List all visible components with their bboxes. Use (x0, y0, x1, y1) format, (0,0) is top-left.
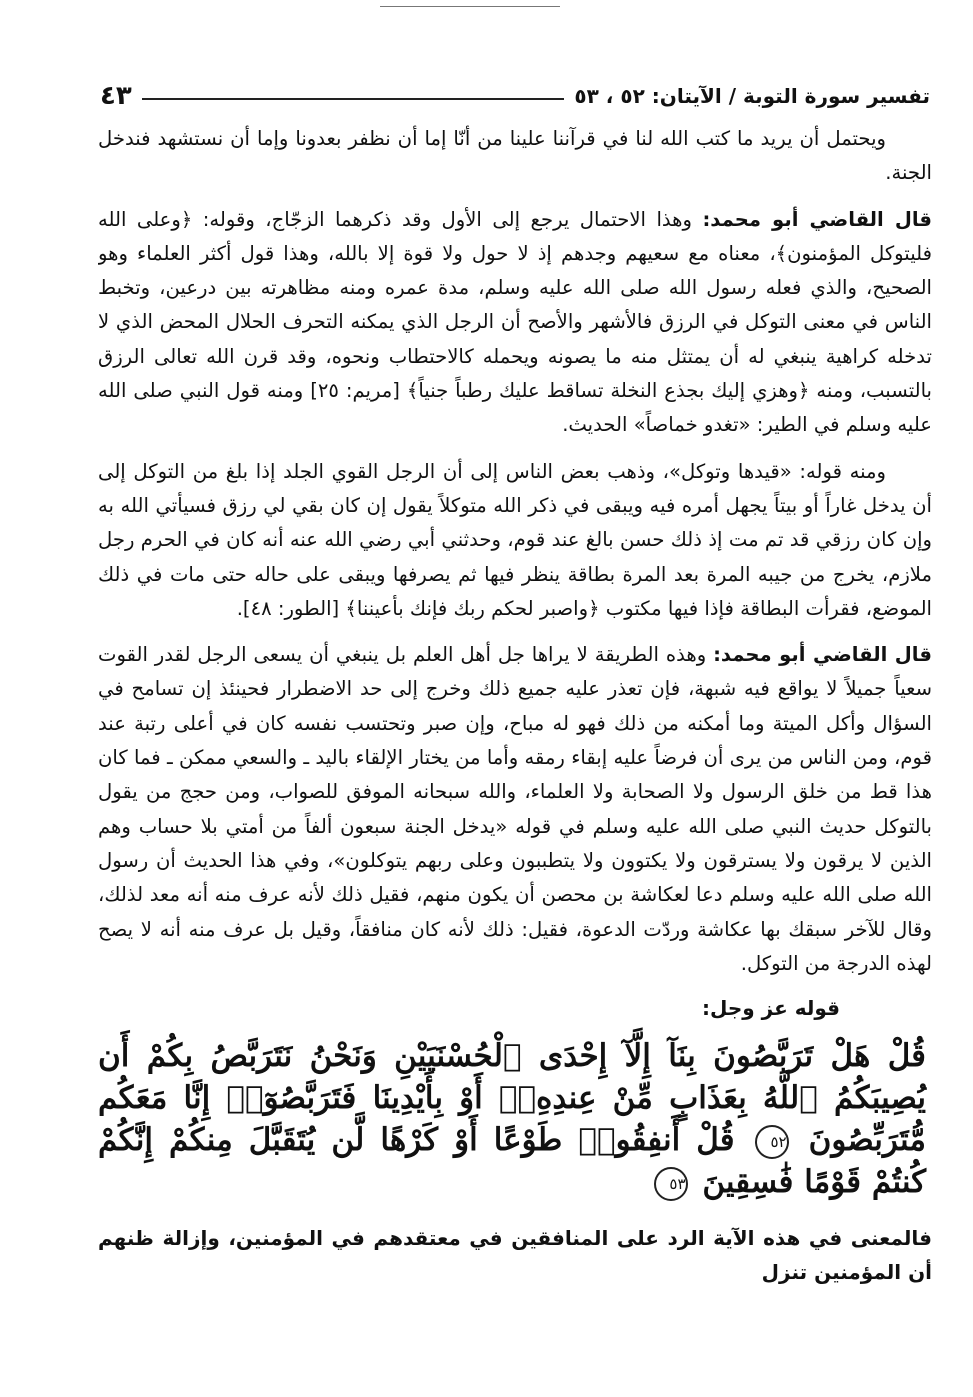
header-title: تفسير سورة التوبة / الآيتان: ٥٢ ، ٥٣ (574, 84, 930, 108)
paragraph-2 (98, 203, 932, 443)
running-header (100, 78, 930, 114)
header-rule (142, 98, 565, 100)
verse-heading: قوله عز وجل: (702, 996, 840, 1021)
paragraph-2-lead: قال القاضي أبو محمد: (702, 207, 932, 231)
paragraph-3: ومنه قوله: «قيدها وتوكل»، وذهب بعض الناس إلى أن الرجل القوي الجلد إذا بلغ من التوكل إلى أن يدخل غاراً أو بيتاً يجهل أمره فيه ويبقى في ذكر الله متوكلاً يقول إن كان بقي لي رزق فسيأتي الله به وإن كان رزقي قد تم مت إذ ذلك حسن بالغ عند قوم، وحدثني أبي رضي الله عنه أنه كان في الحرم رجل ملازم، يخرج من جيبه المرة بعد المرة بطاقة ينظر فيها ثم يصرفها ويبقى على حاله حتى مات في ذلك الموضع، فقرأت البطاقة فإذا فيها مكتوب ﴿واصبر لحكم ربك فإنك بأعيننا﴾ [الطور: ٤٨]. (98, 459, 932, 620)
verse-part-1: قُلْ هَلْ تَرَبَّصُونَ بِنَآ إِلَّآ إِحْدَى ٱلْحُسْنَيَيْنِ وَنَحْنُ نَتَرَبَّصُ بِكُمْ أَن يُصِيبَكُمُ ٱللَّهُ بِعَذَابٍ مِّنْ عِندِهِۦٓ أَوْ بِأَيْدِينَا فَتَرَبَّصُوٓا۟ إِنَّا مَعَكُم مُّتَرَبِّصُونَ (98, 1038, 926, 1159)
quran-verse (98, 1035, 926, 1203)
commentary-line: فالمعنى في هذه الآية الرد على المنافقين في معتقدهم في المؤمنين، وإزالة ظنهم أن المؤمنين تنزل (98, 1226, 932, 1285)
page-number: ٤٣ (100, 81, 132, 111)
paragraph-2-body: وهذا الاحتمال يرجع إلى الأول وقد ذكرهما الزجّاج، وقوله: ﴿وعلى الله فليتوكل المؤمنون﴾، معناه مع سعيهم وجدهم إذ لا حول ولا قوة إلا بالله، وهذا قول أكثر العلماء وهو الصحيح، والذي فعله رسول الله صلى الله عليه وسلم، مدة عمره ومنه مظاهرته بين درعين، وتخبط الناس في معنى التوكل في الرزق فالأشهر والأصح أن الرجل الذي يمكنه التحرف الحلال المحض الذي لا تدخله كراهية ينبغي له أن يمتثل منه ما يصونه ويحمله كالاحتطاب ونحوه، وقد قرن الله تعالى الرزق بالتسبب، ومنه ﴿وهزي إليك بجذع النخلة تساقط عليك رطباً جنياً﴾ [مريم: ٢٥] ومنه قول النبي صلى الله عليه وسلم في الطير: «تغدو خماصاً» الحديث. (98, 207, 932, 437)
paragraph-4-body: وهذه الطريقة لا يراها جل أهل العلم بل ينبغي أن يسعى الرجل لقدر القوت سعياً جميلاً لا يواقع فيه شبهة، فإن تعذر عليه جميع ذلك وخرج إلى حد الاضطرار فحينئذ إن تسامح في السؤال وأكل الميتة وما أمكنه من ذلك فهو له مباح، وإن صبر وتحتسب نفسه كان في أعلى رتبة عند قوم، ومن الناس من يرى أن فرضاً عليه إبقاء رمقه وأما من يختار الإلقاء باليد ـ والسعي ممكن ـ فما كان هذا قط من خلق الرسول ولا الصحابة ولا العلماء، والله سبحانه الموفق للصواب، ومن حجج من يقول بالتوكل حديث النبي صلى الله عليه وسلم في قوله «يدخل الجنة سبعون ألفاً من أمتي بلا حساب وهم الذين لا يرقون ولا يسترقون ولا يكتوون ولا يتطببون وعلى ربهم يتوكلون»، وفي هذا الحديث أن رسول الله صلى الله عليه وسلم دعا لعكاشة بن محصن أن يكون منهم، فقيل ذلك لأنه عرف منه أنه معد لذلك، وقال للآخر سبقك بها عكاشة وردّت الدعوة، فقيل: ذلك لأنه كان منافقاً، وقيل بل عرف منه أنه لا يصح لهذه الدرجة من التوكل. (98, 643, 932, 975)
paragraph-1: ويحتمل أن يريد ما كتب الله لنا في قرآننا علينا من أنّا إما أن نظفر بعدونا وإما أن نستشهد فندخل الجنة. (98, 127, 932, 185)
paragraph-4-lead: قال القاضي أبو محمد: (713, 643, 932, 667)
paragraph-4 (98, 638, 932, 981)
top-rule (380, 6, 560, 7)
ayah-number-marker: ٥٣ (654, 1167, 688, 1201)
main-text (98, 122, 932, 1380)
verse-part-2: قُلْ أَنفِقُوا۟ طَوْعًا أَوْ كَرْهًا لَّن يُتَقَبَّلَ مِنكُمْ إِنَّكُمْ كُنتُمْ قَوْمًا فَٰسِقِينَ (98, 1122, 926, 1201)
ayah-number-marker: ٥٢ (755, 1125, 789, 1159)
